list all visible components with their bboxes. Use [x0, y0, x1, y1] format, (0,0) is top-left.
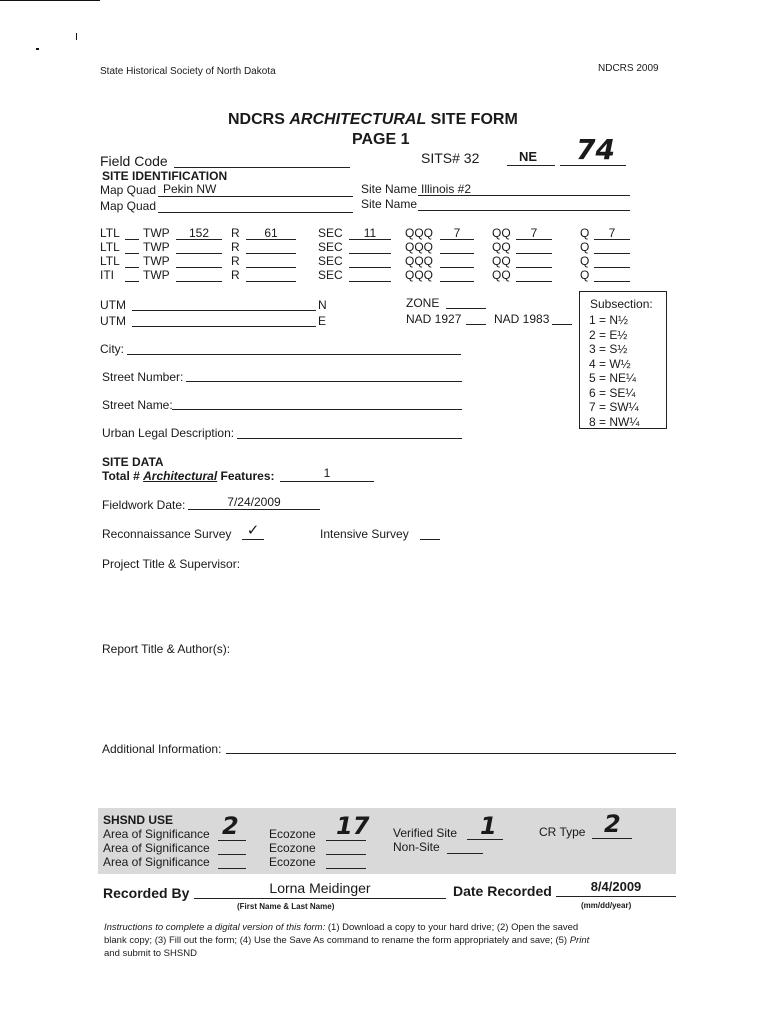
- scan-speck: [36, 48, 39, 50]
- subsection-item: 1 = N½: [589, 313, 629, 327]
- qqq-label: QQQ: [405, 226, 434, 240]
- qqq-line: [440, 239, 474, 240]
- r-label: R: [231, 254, 240, 268]
- q-line[interactable]: [594, 267, 630, 268]
- ltl-blank[interactable]: [125, 239, 139, 240]
- total-features-label: [102, 469, 275, 483]
- r-value[interactable]: 61: [264, 226, 278, 240]
- scan-speck: [76, 33, 77, 40]
- subsection-item: 3 = S½: [589, 342, 628, 356]
- instructions-line1: (1) Download a copy to your hard drive; (2) Open the saved: [325, 922, 579, 933]
- subsection-item: 4 = W½: [589, 356, 631, 371]
- ecozone-label-1: Ecozone: [269, 827, 316, 841]
- instructions-line2: blank copy; (3) Fill out the form; (4) Use the Save As command to rename the form appropriately and save; (5): [104, 935, 568, 946]
- subsection-title: Subsection:: [590, 297, 653, 311]
- q-label: Q: [580, 268, 590, 282]
- r-line[interactable]: [246, 267, 296, 268]
- ltl-blank[interactable]: [125, 253, 139, 254]
- verified-site-line: [467, 839, 503, 840]
- ecozone-line-1: [326, 840, 366, 841]
- qqq-label: QQQ: [405, 240, 434, 254]
- sec-label: SEC: [318, 254, 343, 268]
- aos-label-2: Area of Significance: [103, 841, 210, 855]
- date-recorded-line: [556, 896, 676, 897]
- nad-1927-line[interactable]: [466, 324, 486, 325]
- sec-line[interactable]: [349, 253, 391, 254]
- q-label: Q: [580, 254, 590, 268]
- instructions-italic: Instructions to complete a digital version of this form:: [104, 922, 326, 933]
- verified-site-label: Verified Site: [393, 826, 458, 840]
- title-italic: ARCHITECTURAL: [289, 111, 427, 128]
- sits-county-line: [507, 165, 555, 166]
- city-label: City:: [100, 342, 124, 356]
- twp-label: TWP: [143, 254, 170, 268]
- aos-line-2[interactable]: [218, 854, 246, 855]
- site-name-label-1: Site Name: [361, 182, 418, 196]
- subsection-list: [589, 313, 639, 429]
- title-suffix: SITE FORM: [430, 111, 518, 128]
- verified-site-value[interactable]: 1: [480, 812, 497, 840]
- date-recorded-label: Date Recorded: [453, 883, 552, 899]
- ltl-blank[interactable]: [125, 281, 139, 282]
- twp-label: TWP: [143, 268, 170, 282]
- sec-label: SEC: [318, 268, 343, 282]
- site-name-line-1: [418, 195, 630, 196]
- qq-line: [516, 239, 552, 240]
- twp-value[interactable]: 152: [188, 226, 210, 240]
- utm-easting-line[interactable]: [132, 326, 316, 327]
- twp-line[interactable]: [176, 253, 222, 254]
- fieldwork-date-label: Fieldwork Date:: [102, 498, 186, 512]
- sec-line[interactable]: [349, 267, 391, 268]
- title-prefix: NDCRS: [228, 111, 285, 128]
- sec-value[interactable]: 11: [363, 226, 377, 240]
- qqq-line[interactable]: [440, 267, 474, 268]
- ecozone-line-2[interactable]: [326, 854, 366, 855]
- ecozone-label-2: Ecozone: [269, 841, 316, 855]
- total-suffix: Features:: [220, 469, 275, 483]
- twp-line: [176, 239, 222, 240]
- aos-value-1[interactable]: 2: [222, 812, 239, 840]
- sits-number-line: [560, 165, 626, 166]
- nad-1927-label: NAD 1927: [406, 312, 462, 326]
- ltl-blank[interactable]: [125, 267, 139, 268]
- lti-label: ITI: [100, 268, 114, 282]
- subsection-item: 6 = SE¼: [589, 385, 636, 400]
- site-identification-heading: SITE IDENTIFICATION: [102, 169, 228, 183]
- aos-line-1: [218, 840, 246, 841]
- form-title: [228, 111, 518, 129]
- utm-e-label: E: [318, 314, 327, 328]
- additional-info-line[interactable]: [226, 753, 676, 754]
- site-name-label-2: Site Name: [361, 197, 418, 211]
- r-label: R: [231, 240, 240, 254]
- map-quad-label-1: Map Quad: [100, 183, 157, 197]
- qq-label: QQ: [492, 240, 511, 254]
- total-prefix: Total #: [102, 469, 140, 483]
- sits-label: SITS# 32: [421, 150, 480, 166]
- header-org: State Historical Society of North Dakota: [100, 66, 276, 77]
- sec-label: SEC: [318, 226, 343, 240]
- r-line[interactable]: [246, 281, 296, 282]
- zone-label: ZONE: [406, 296, 440, 310]
- total-italic: Architectural: [143, 469, 218, 483]
- qq-label: QQ: [492, 254, 511, 268]
- cr-type-line: [592, 838, 632, 839]
- aos-line-3[interactable]: [218, 868, 246, 869]
- sits-county[interactable]: NE: [518, 149, 538, 164]
- non-site-line[interactable]: [447, 853, 483, 854]
- subsection-item: 2 = E½: [589, 327, 628, 342]
- qqq-label: QQQ: [405, 254, 434, 268]
- map-quad-label-2: Map Quad: [100, 199, 157, 213]
- recorded-by-line: [194, 898, 446, 899]
- subsection-item: 5 = NE¼: [589, 371, 637, 385]
- total-features-line: [280, 481, 374, 482]
- utm-label-2: UTM: [100, 314, 126, 328]
- map-quad-value-1[interactable]: Pekin NW: [163, 182, 217, 196]
- utm-label-1: UTM: [100, 298, 126, 312]
- sits-number[interactable]: 74: [576, 133, 615, 166]
- urban-legal-line[interactable]: [237, 438, 462, 439]
- nad-1983-line[interactable]: [552, 324, 572, 325]
- r-line: [246, 239, 296, 240]
- intensive-line[interactable]: [420, 539, 440, 540]
- report-title-area[interactable]: [102, 657, 662, 732]
- ecozone-value-1[interactable]: 17: [336, 812, 370, 840]
- r-label: R: [231, 226, 240, 240]
- q-label: Q: [580, 226, 590, 240]
- city-line[interactable]: [127, 354, 461, 355]
- header-code: NDCRS 2009: [598, 63, 659, 74]
- map-quad-line-1: [158, 196, 353, 197]
- total-features-value[interactable]: 1: [323, 466, 331, 480]
- ltl-label: LTL: [100, 254, 120, 268]
- q-label: Q: [580, 240, 590, 254]
- q-line[interactable]: [594, 253, 630, 254]
- q-value[interactable]: 7: [608, 226, 616, 240]
- subsection-box: [579, 291, 667, 429]
- r-label: R: [231, 268, 240, 282]
- twp-line[interactable]: [176, 281, 222, 282]
- recorded-by-label: Recorded By: [103, 885, 190, 901]
- date-recorded-value[interactable]: 8/4/2009: [590, 879, 642, 894]
- twp-label: TWP: [143, 226, 170, 240]
- recon-survey-label: Reconnaissance Survey: [102, 527, 232, 541]
- ltl-label: LTL: [100, 240, 120, 254]
- additional-info-label: Additional Information:: [102, 742, 222, 756]
- r-line[interactable]: [246, 253, 296, 254]
- instructions-block: [104, 921, 670, 960]
- nad-1983-label: NAD 1983: [494, 312, 550, 326]
- field-code-label: Field Code: [100, 153, 168, 169]
- fieldwork-date-value[interactable]: 7/24/2009: [227, 495, 281, 509]
- qq-label: QQ: [492, 268, 511, 282]
- urban-legal-label: Urban Legal Description:: [102, 426, 235, 440]
- qq-line[interactable]: [516, 253, 552, 254]
- street-number-line[interactable]: [186, 381, 462, 382]
- instructions-line3: and submit to SHSND: [104, 948, 197, 959]
- recon-line: [242, 539, 264, 540]
- instructions-print: Print: [569, 935, 590, 946]
- project-title-label: Project Title & Supervisor:: [102, 557, 241, 571]
- utm-northing-line[interactable]: [132, 310, 316, 311]
- q-line[interactable]: [594, 281, 630, 282]
- street-name-label: Street Name:: [102, 398, 173, 412]
- report-title-label: Report Title & Author(s):: [102, 642, 231, 656]
- sec-label: SEC: [318, 240, 343, 254]
- project-title-area[interactable]: [102, 572, 662, 632]
- twp-line[interactable]: [176, 267, 222, 268]
- cr-type-label: CR Type: [539, 825, 586, 839]
- qqq-value[interactable]: 7: [453, 226, 461, 240]
- qqq-line[interactable]: [440, 281, 474, 282]
- qqq-line[interactable]: [440, 253, 474, 254]
- field-code-line[interactable]: [174, 167, 350, 168]
- aos-label-1: Area of Significance: [103, 827, 210, 841]
- ecozone-label-3: Ecozone: [269, 855, 316, 869]
- q-line: [594, 239, 630, 240]
- site-data-heading: SITE DATA: [102, 455, 164, 469]
- qq-line[interactable]: [516, 267, 552, 268]
- sec-line: [349, 239, 391, 240]
- recon-check-icon[interactable]: ✓: [246, 522, 260, 539]
- street-name-line[interactable]: [172, 409, 462, 410]
- fieldwork-date-line: [188, 509, 320, 510]
- subsection-item: 8 = NW¼: [589, 414, 640, 429]
- zone-line[interactable]: [446, 308, 486, 309]
- qq-value[interactable]: 7: [530, 226, 538, 240]
- date-recorded-hint: (mm/dd/year): [581, 901, 632, 910]
- qq-line[interactable]: [516, 281, 552, 282]
- recorded-by-value[interactable]: Lorna Meidinger: [269, 880, 371, 896]
- qqq-label: QQQ: [405, 268, 434, 282]
- shsnd-heading: SHSND USE: [103, 813, 174, 827]
- site-name-value-1[interactable]: Illinois #2: [421, 182, 472, 196]
- scan-edge-line: [0, 0, 100, 1]
- sec-line[interactable]: [349, 281, 391, 282]
- qq-label: QQ: [492, 226, 511, 240]
- aos-label-3: Area of Significance: [103, 855, 210, 869]
- recorded-by-hint: (First Name & Last Name): [237, 902, 335, 911]
- ecozone-line-3[interactable]: [326, 868, 366, 869]
- utm-n-label: N: [318, 298, 327, 312]
- cr-type-value[interactable]: 2: [604, 810, 621, 838]
- site-name-line-2[interactable]: [418, 210, 630, 211]
- intensive-survey-label: Intensive Survey: [320, 527, 409, 541]
- ltl-label: LTL: [100, 226, 120, 240]
- twp-label: TWP: [143, 240, 170, 254]
- subsection-item: 7 = SW¼: [589, 400, 639, 414]
- page-number: PAGE 1: [352, 131, 410, 148]
- non-site-label: Non-Site: [393, 840, 440, 854]
- street-number-label: Street Number:: [102, 370, 184, 384]
- map-quad-line-2[interactable]: [158, 212, 353, 213]
